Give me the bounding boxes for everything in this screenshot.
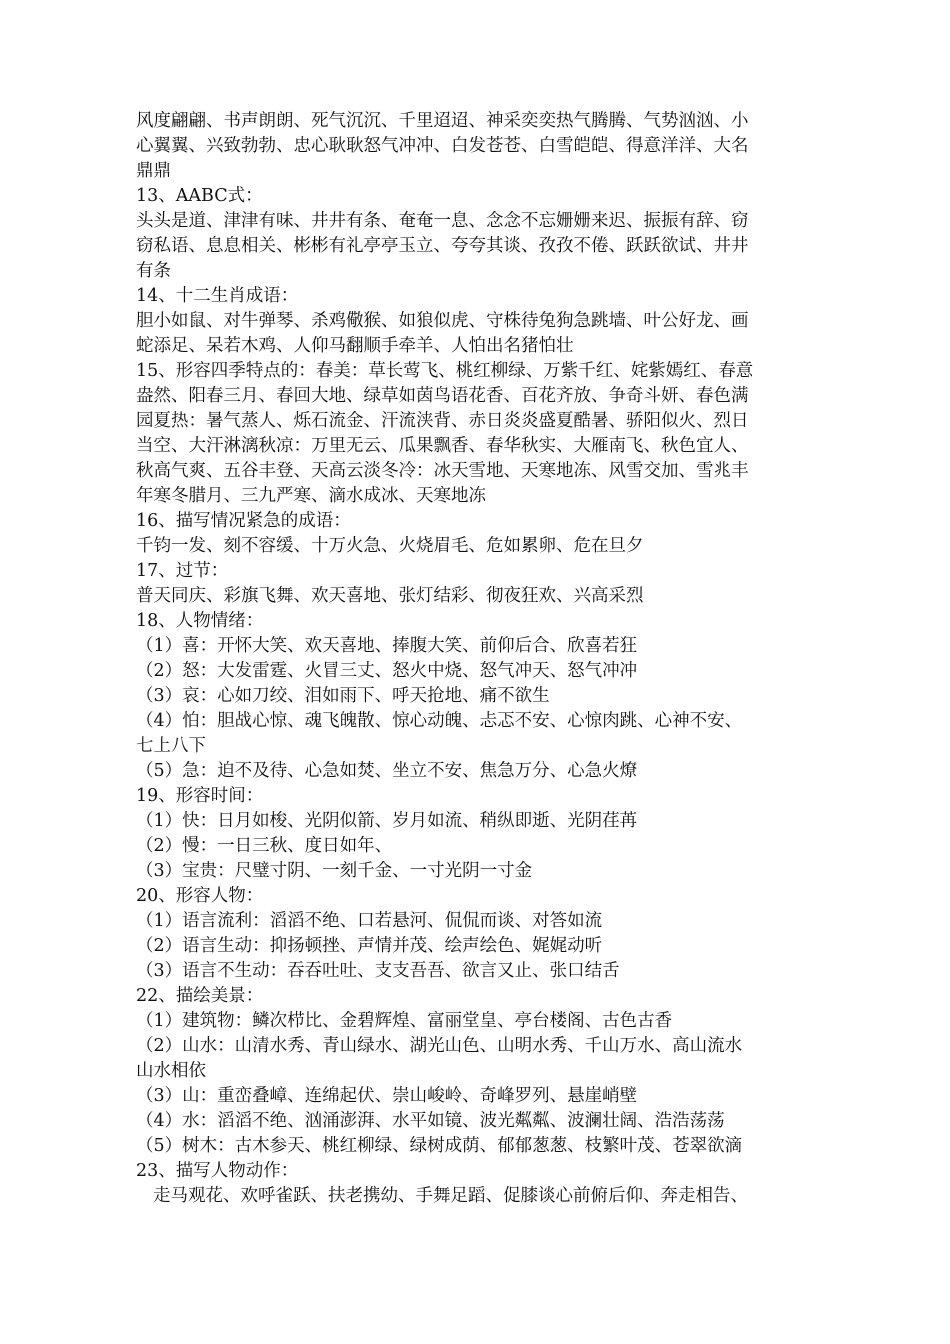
list-item: （3）宝贵：尺璧寸阴、一刻千金、一寸光阴一寸金 bbox=[136, 861, 533, 881]
list-item: （2）山水：山清水秀、青山绿水、湖光山色、山明水秀、千山万水、高山流水 bbox=[136, 1036, 743, 1056]
section-heading: 19、形容时间： bbox=[136, 786, 264, 806]
section-heading: 23、描写人物动作： bbox=[136, 1161, 299, 1181]
text-line: 心翼翼、兴致勃勃、忠心耿耿怒气冲冲、白发苍苍、白雪皑皑、得意洋洋、大名 bbox=[136, 136, 749, 156]
text-line: 胆小如鼠、对牛弹琴、杀鸡儆猴、如狼似虎、守株待兔狗急跳墙、叶公好龙、画 bbox=[136, 311, 749, 331]
text-line: 七上八下 bbox=[136, 736, 206, 756]
text-line: 盎然、阳春三月、春回大地、绿草如茵鸟语花香、百花齐放、争奇斗妍、春色满 bbox=[136, 386, 749, 406]
text-line: 秋高气爽、五谷丰登、天高云淡冬冷：冰天雪地、天寒地冻、风雪交加、雪兆丰 bbox=[136, 461, 749, 481]
section-heading: 15、形容四季特点的：春美：草长莺飞、桃红柳绿、万紫千红、姹紫嫣红、春意 bbox=[136, 361, 754, 381]
document-page bbox=[136, 109, 812, 1209]
text-line: 普天同庆、彩旗飞舞、欢天喜地、张灯结彩、彻夜狂欢、兴高采烈 bbox=[136, 586, 644, 606]
section-heading: 16、描写情况紧急的成语： bbox=[136, 511, 351, 531]
text-line: 当空、大汗淋漓秋凉：万里无云、瓜果飘香、春华秋实、大雁南飞、秋色宜人、 bbox=[136, 436, 749, 456]
list-item: （5）树木：古木参天、桃红柳绿、绿树成荫、郁郁葱葱、枝繁叶茂、苍翠欲滴 bbox=[136, 1136, 743, 1156]
text-line: 窃私语、息息相关、彬彬有礼亭亭玉立、夸夸其谈、孜孜不倦、跃跃欲试、井井 bbox=[136, 236, 749, 256]
text-line: 有条 bbox=[136, 261, 171, 281]
text-line: 走马观花、欢呼雀跃、扶老携幼、手舞足蹈、促膝谈心前俯后仰、奔走相告、 bbox=[153, 1186, 748, 1206]
text-line: 鼎鼎 bbox=[136, 161, 171, 181]
list-item: （2）语言生动：抑扬顿挫、声情并茂、绘声绘色、娓娓动听 bbox=[136, 936, 603, 956]
list-item: （1）建筑物：鳞次栉比、金碧辉煌、富丽堂皇、亭台楼阁、古色古香 bbox=[136, 1011, 673, 1031]
text-line: 园夏热：暑气蒸人、烁石流金、汗流浃背、赤日炎炎盛夏酷暑、骄阳似火、烈日 bbox=[136, 411, 749, 431]
section-heading: 13、AABC式： bbox=[136, 186, 263, 206]
list-item: （1）喜：开怀大笑、欢天喜地、捧腹大笑、前仰后合、欣喜若狂 bbox=[136, 636, 638, 656]
section-heading: 18、人物情绪： bbox=[136, 611, 264, 631]
section-heading: 20、形容人物： bbox=[136, 886, 264, 906]
text-line: 年寒冬腊月、三九严寒、滴水成冰、天寒地冻 bbox=[136, 486, 486, 506]
list-item: （3）哀：心如刀绞、泪如雨下、呼天抢地、痛不欲生 bbox=[136, 686, 550, 706]
list-item: （1）语言流利：滔滔不绝、口若悬河、侃侃而谈、对答如流 bbox=[136, 911, 603, 931]
list-item: （4）怕：胆战心惊、魂飞魄散、惊心动魄、忐忑不安、心惊肉跳、心神不安、 bbox=[136, 711, 743, 731]
text-line: 风度翩翩、书声朗朗、死气沉沉、千里迢迢、神采奕奕热气腾腾、气势汹汹、小 bbox=[136, 111, 749, 131]
text-line: 头头是道、津津有味、井井有条、奄奄一息、念念不忘姗姗来迟、振振有辞、窃 bbox=[136, 211, 749, 231]
list-item: （5）急：迫不及待、心急如焚、坐立不安、焦急万分、心急火燎 bbox=[136, 761, 638, 781]
section-heading: 22、描绘美景： bbox=[136, 986, 264, 1006]
text-line: 蛇添足、呆若木鸡、人仰马翻顺手牵羊、人怕出名猪怕壮 bbox=[136, 336, 574, 356]
list-item: （1）快：日月如梭、光阴似箭、岁月如流、稍纵即逝、光阴荏苒 bbox=[136, 811, 638, 831]
list-item: （3）语言不生动：吞吞吐吐、支支吾吾、欲言又止、张口结舌 bbox=[136, 961, 620, 981]
list-item: （3）山：重峦叠嶂、连绵起伏、崇山峻岭、奇峰罗列、悬崖峭壁 bbox=[136, 1086, 638, 1106]
text-line: 千钧一发、刻不容缓、十万火急、火烧眉毛、危如累卵、危在旦夕 bbox=[136, 536, 644, 556]
list-item: （2）慢：一日三秋、度日如年、 bbox=[136, 836, 393, 856]
list-item: （4）水：滔滔不绝、汹涌澎湃、水平如镜、波光粼粼、波澜壮阔、浩浩荡荡 bbox=[136, 1111, 725, 1131]
section-heading: 14、十二生肖成语： bbox=[136, 286, 299, 306]
list-item: （2）怒：大发雷霆、火冒三丈、怒火中烧、怒气冲天、怒气冲冲 bbox=[136, 661, 638, 681]
section-heading: 17、过节： bbox=[136, 561, 229, 581]
text-line: 山水相依 bbox=[136, 1061, 206, 1081]
